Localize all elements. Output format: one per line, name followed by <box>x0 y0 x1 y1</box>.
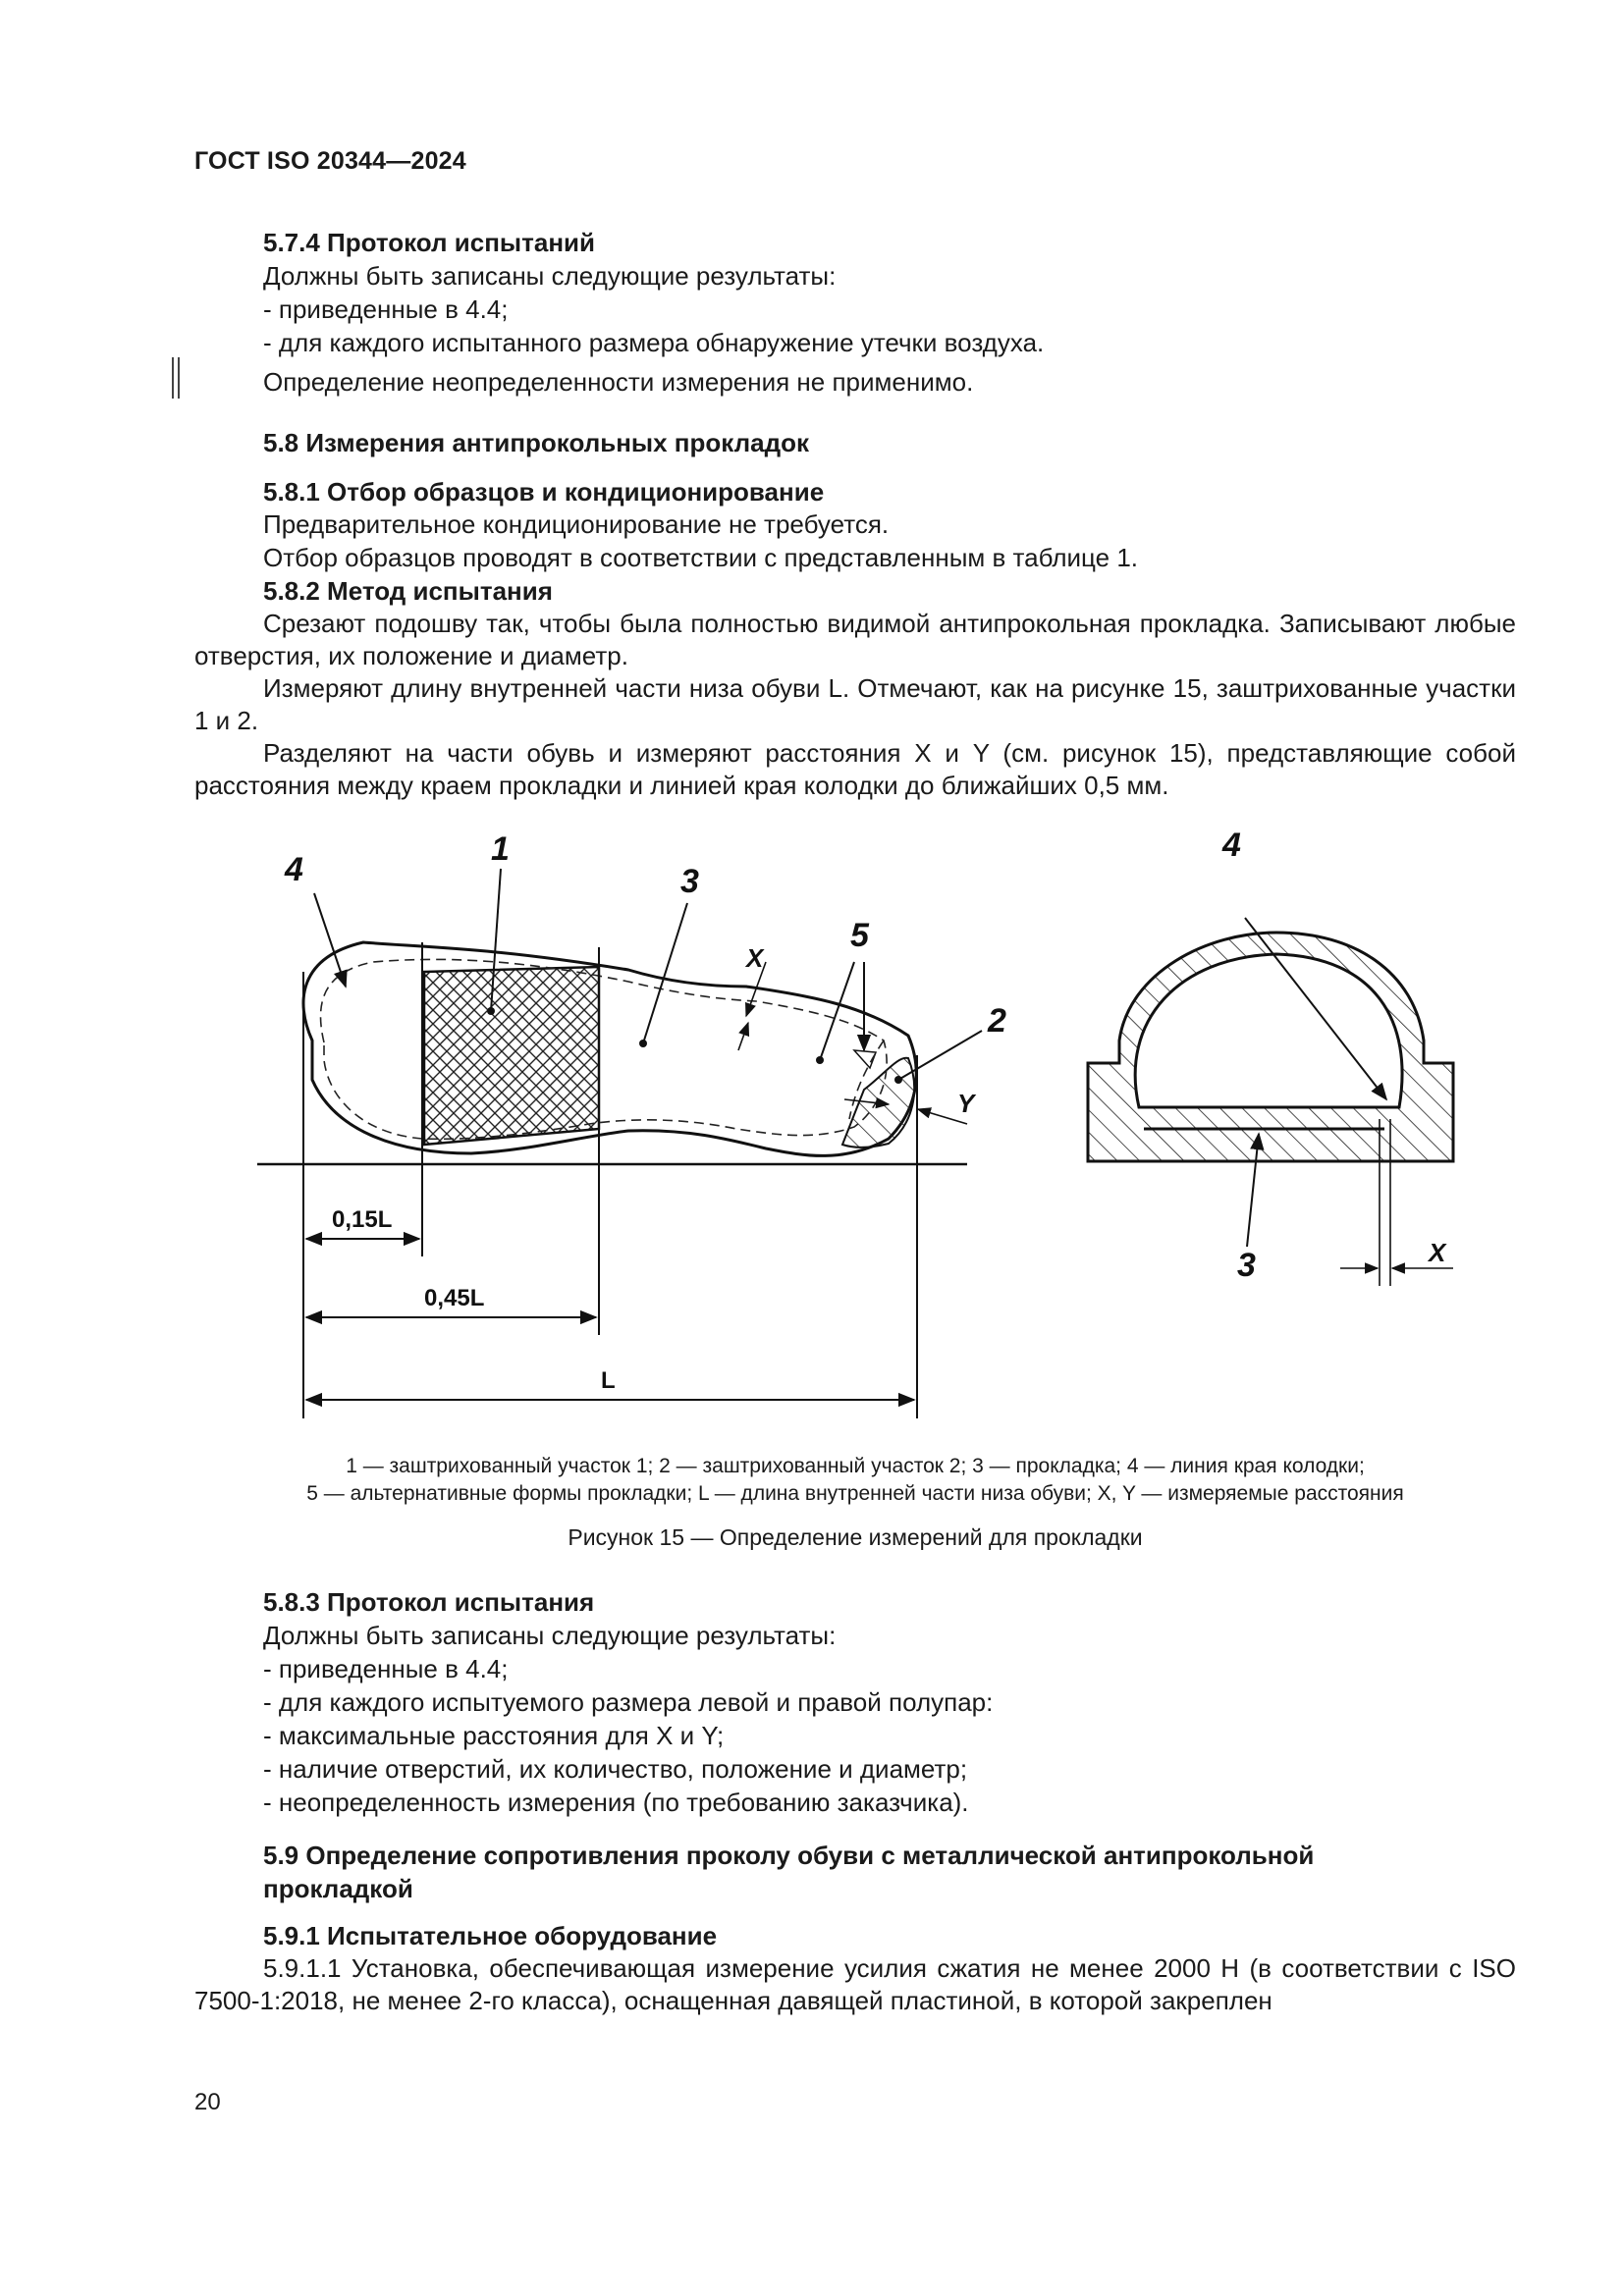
paragraph: Разделяют на части обувь и измеряют расстояния X и Y (см. рисунок 15), представляющие собой расстояния между краем прокладки и линией края колодки до ближайших 0,5 мм. <box>194 738 1516 800</box>
dim-0-15L: 0,15L <box>332 1206 393 1233</box>
paragraph: Срезают подошву так, чтобы была полностью видимой антипрокольная прокладка. Записывают любые отверстия, их положение и диаметр. <box>194 609 1516 670</box>
label-3: 3 <box>680 863 699 900</box>
list-item: - наличие отверстий, их количество, положение и диаметр; <box>263 1754 968 1784</box>
figure-legend-line-1: 1 — заштрихованный участок 1; 2 — заштрихованный участок 2; 3 — прокладка; 4 — линия края колодки; <box>346 1455 1365 1477</box>
section-5-8-1-title: 5.8.1 Отбор образцов и кондиционирование <box>263 477 825 507</box>
text-line: Должны быть записаны следующие результаты: <box>263 1621 837 1650</box>
figure-legend-line-2: 5 — альтернативные формы прокладки; L — длина внутренней части низа обуви; X, Y — измеряемые расстояния <box>306 1482 1404 1505</box>
section-5-9-title-line-2: прокладкой <box>263 1874 413 1903</box>
label-5: 5 <box>850 917 869 954</box>
last-edge-line <box>322 805 658 991</box>
list-item: - для каждого испытанного размера обнаружение утечки воздуха. <box>263 328 1045 357</box>
cross-section-view <box>1088 918 1453 1286</box>
hatched-area-1 <box>424 967 599 1145</box>
section-5-7-4-title: 5.7.4 Протокол испытаний <box>263 228 595 257</box>
insole-dashed-outline <box>321 959 888 1139</box>
label-1: 1 <box>491 830 510 868</box>
label-4: 4 <box>285 851 303 888</box>
page-number: 20 <box>194 2089 221 2115</box>
section-5-9-title-line-1: 5.9 Определение сопротивления проколу обуви с металлической антипрокольной <box>263 1841 1315 1870</box>
label-x-section: X <box>1429 1238 1446 1267</box>
dim-0-45L: 0,45L <box>424 1285 485 1311</box>
text-line: Предварительное кондиционирование не требуется. <box>263 509 890 539</box>
label-2: 2 <box>988 1002 1006 1040</box>
figure-caption: Рисунок 15 — Определение измерений для прокладки <box>568 1524 1143 1550</box>
document-header: ГОСТ ISO 20344—2024 <box>194 147 466 175</box>
text-line: Определение неопределенности измерения не применимо. <box>263 367 974 397</box>
dim-L: L <box>601 1367 616 1394</box>
label-3-section: 3 <box>1237 1247 1256 1284</box>
section-5-8-2-title: 5.8.2 Метод испытания <box>263 576 553 606</box>
section-5-8-3-title: 5.8.3 Протокол испытания <box>263 1587 595 1617</box>
label-x: X <box>746 943 764 973</box>
list-item: - приведенные в 4.4; <box>263 294 509 324</box>
text-line: Отбор образцов проводят в соответствии с представленным в таблице 1. <box>263 543 1139 572</box>
outer-sole-outline <box>303 933 344 1042</box>
list-item: - максимальные расстояния для X и Y; <box>263 1721 725 1750</box>
list-item: - неопределенность измерения (по требованию заказчика). <box>263 1788 969 1817</box>
label-y: Y <box>957 1089 975 1118</box>
paragraph: 5.9.1.1 Установка, обеспечивающая измерение усилия сжатия не менее 2000 Н (в соответствии с ISO 7500-1:2018, не менее 2-го класса), оснащенная давящей пластиной, в которой закреплен <box>194 1953 1516 2015</box>
section-5-9-1-title: 5.9.1 Испытательное оборудование <box>263 1921 718 1950</box>
list-item: - для каждого испытуемого размера левой и правой полупар: <box>263 1687 994 1717</box>
section-5-8-title: 5.8 Измерения антипрокольных прокладок <box>263 428 809 457</box>
paragraph: Измеряют длину внутренней части низа обуви L. Отмечают, как на рисунке 15, заштрихованные участки 1 и 2. <box>194 673 1516 735</box>
text-line: Должны быть записаны следующие результаты: <box>263 261 837 291</box>
list-item: - приведенные в 4.4; <box>263 1654 509 1683</box>
label-4-section: 4 <box>1222 827 1241 864</box>
